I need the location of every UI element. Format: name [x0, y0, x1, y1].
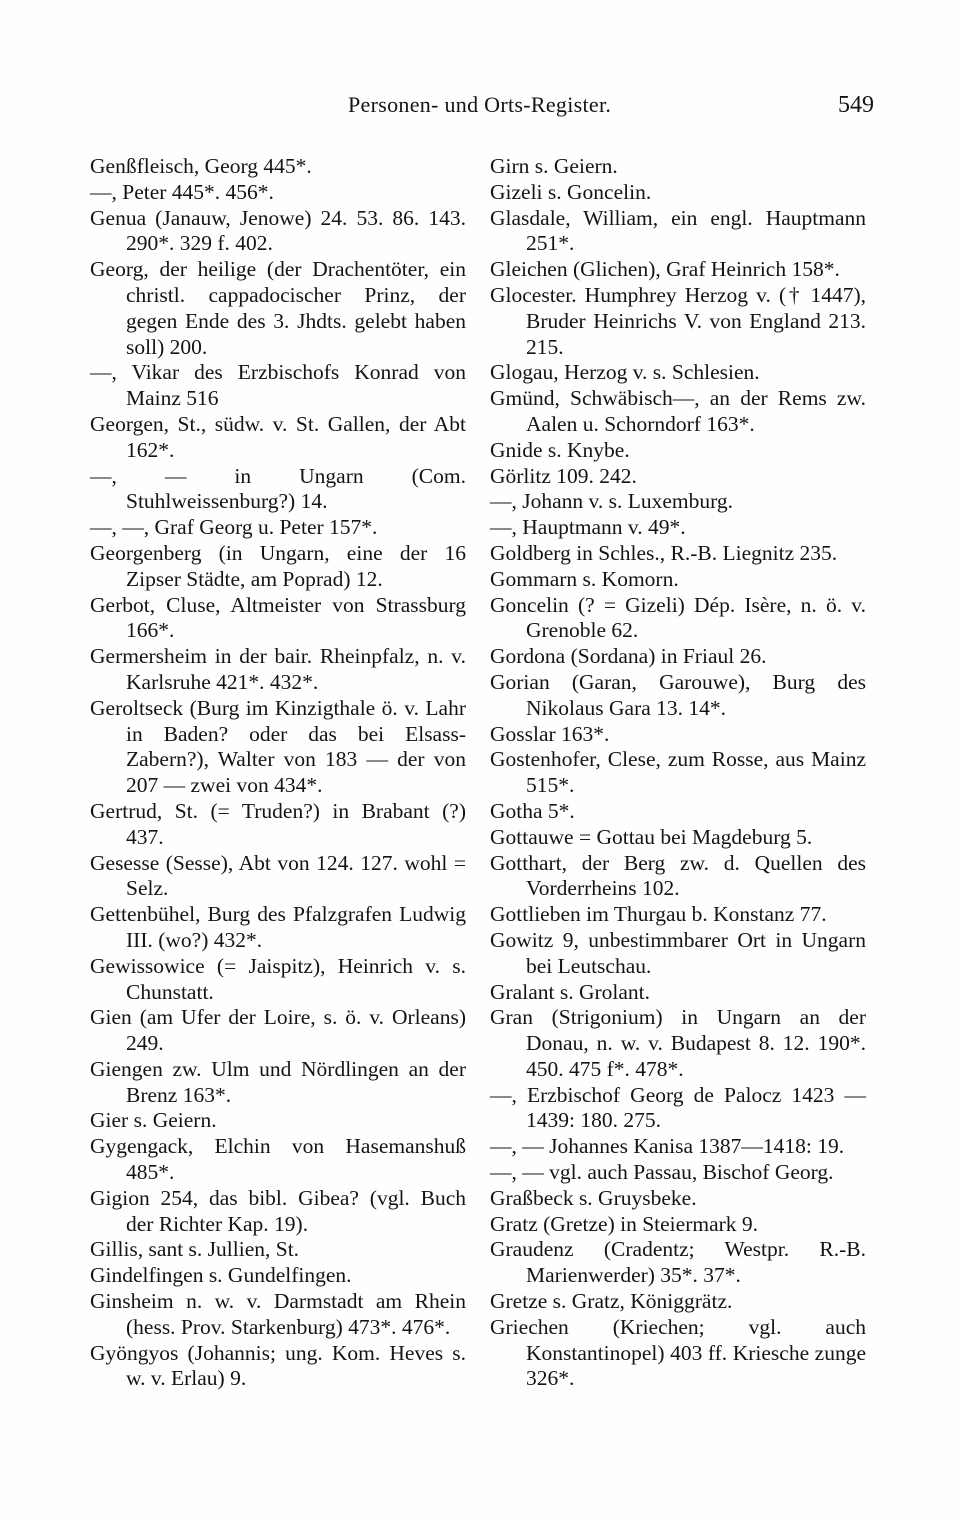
index-entry: —, Erzbischof Georg de Palocz 1423 —1439: 180. 275. — [490, 1082, 866, 1133]
index-entry: Gier s. Geiern. — [90, 1108, 217, 1133]
index-entry: Gottauwe = Gottau bei Magdeburg 5. — [490, 824, 813, 849]
index-entry: Gygengack, Elchin von Hasemanshuß 485*. — [90, 1134, 466, 1185]
index-entry: Gowitz 9, unbestimmbarer Ort in Ungarn bei Leutschau. — [490, 927, 866, 978]
index-entry: Gewissowice (= Jaispitz), Heinrich v. s. Chunstatt. — [90, 953, 466, 1004]
index-entry: Glocester. Humphrey Herzog v. († 1447), Bruder Heinrichs V. von England 213. 215. — [490, 282, 866, 359]
index-entry: Gralant s. Grolant. — [490, 979, 651, 1004]
index-entry: Giengen zw. Ulm und Nördlingen an der Brenz 163*. — [90, 1056, 466, 1107]
index-entry: Genua (Janauw, Jenowe) 24. 53. 86. 143. 290*. 329 f. 402. — [90, 205, 466, 256]
index-entry: Gottlieben im Thurgau b. Konstanz 77. — [490, 902, 827, 927]
index-entry: Gretze s. Gratz, Königgrätz. — [490, 1289, 733, 1314]
index-entry: Gizeli s. Goncelin. — [490, 179, 652, 204]
index-entry: Gerbot, Cluse, Altmeister von Strassburg 166*. — [90, 592, 466, 643]
index-entry: Gmünd, Schwäbisch—, an der Rems zw. Aalen u. Schorndorf 163*. — [490, 386, 866, 436]
index-entry: Ginsheim n. w. v. Darmstadt am Rhein (hess. Prov. Starkenburg) 473*. 476*. — [90, 1289, 466, 1339]
index-entry: Gigion 254, das bibl. Gibea? (vgl. Buch der Richter Kap. 19). — [90, 1185, 466, 1236]
page-number: 549 — [838, 92, 874, 118]
index-entry: Gostenhofer, Clese, zum Rosse, aus Mainz 515*. — [490, 747, 866, 798]
index-entry: —, —, Graf Georg u. Peter 157*. — [90, 515, 378, 540]
index-entry: Gommarn s. Komorn. — [490, 566, 679, 591]
index-entry: —, Vikar des Erzbischofs Konrad von Mainz 516 — [90, 360, 466, 411]
index-column-right — [490, 154, 866, 1392]
index-entry: Gleichen (Glichen), Graf Heinrich 158*. — [490, 257, 840, 282]
index-entry: Gesesse (Sesse), Abt von 124. 127. wohl = Selz. — [90, 850, 466, 901]
index-entry: Gnide s. Knybe. — [490, 437, 630, 462]
index-entry: —, — in Ungarn (Com. Stuhlweissenburg?) 14. — [90, 463, 466, 514]
index-entry: Gillis, sant s. Jullien, St. — [90, 1237, 300, 1262]
index-entry: —, — Johannes Kanisa 1387—1418: 19. — [490, 1134, 845, 1159]
index-entry: Georgenberg (in Ungarn, eine der 16 Zipser Städte, am Poprad) 12. — [90, 540, 466, 591]
index-entry: Gertrud, St. (= Truden?) in Brabant (?) 437. — [90, 798, 466, 849]
index-entry: —, — vgl. auch Passau, Bischof Georg. — [490, 1160, 834, 1185]
index-entry: Griechen (Kriechen; vgl. auch Konstantinopel) 403 ff. Kriesche zunge 326*. — [490, 1314, 866, 1391]
index-entry: Graßbeck s. Gruysbeke. — [490, 1185, 697, 1210]
index-entry: Gien (am Ufer der Loire, s. ö. v. Orleans) 249. — [90, 1005, 466, 1056]
index-entry: Gordona (Sordana) in Friaul 26. — [490, 644, 767, 669]
index-entry: Gorian (Garan, Garouwe), Burg des Nikolaus Gara 13. 14*. — [490, 669, 866, 720]
index-column-left — [90, 154, 466, 1392]
index-entry: Görlitz 109. 242. — [490, 463, 637, 488]
index-entry: Genßfleisch, Georg 445*. — [90, 154, 312, 178]
index-entry: Gratz (Gretze) in Steiermark 9. — [490, 1211, 759, 1236]
index-entry: Gran (Strigonium) in Ungarn an der Donau, n. w. v. Budapest 8. 12. 190*. 450. 475 f*. 478*. — [490, 1005, 866, 1081]
index-entry: Glogau, Herzog v. s. Schlesien. — [490, 360, 760, 385]
index-entry: Glasdale, William, ein engl. Hauptmann 251*. — [490, 205, 866, 256]
index-entry: Gindelfingen s. Gundelfingen. — [90, 1263, 352, 1288]
index-entry: Girn s. Geiern. — [490, 154, 618, 178]
index-entry: Goldberg in Schles., R.-B. Liegnitz 235. — [490, 540, 838, 565]
running-title: Personen- und Orts-Register. — [348, 92, 612, 117]
index-entry: Gotha 5*. — [490, 798, 575, 823]
index-entry: Gosslar 163*. — [490, 721, 610, 746]
index-entry: Georg, der heilige (der Drachentöter, ein christl. cappadocischer Prinz, der gegen Ende des 3. Jhdts. gelebt haben soll) 200. — [90, 257, 466, 359]
index-entry: Georgen, St., südw. v. St. Gallen, der Abt 162*. — [90, 411, 466, 462]
index-entry: —, Hauptmann v. 49*. — [490, 515, 686, 540]
index-entry: —, Peter 445*. 456*. — [90, 179, 274, 204]
index-entry: Geroltseck (Burg im Kinzigthale ö. v. Lahr in Baden? oder das bei Elsass-Zabern?), Walter von 183 — der von 207 — zwei von 434*. — [90, 695, 466, 798]
index-entry: Gyöngyos (Johannis; ung. Kom. Heves s. w. v. Erlau) 9. — [90, 1340, 466, 1391]
index-entry: —, Johann v. s. Luxemburg. — [490, 489, 734, 514]
index-entry: Gotthart, der Berg zw. d. Quellen des Vorderrheins 102. — [490, 850, 866, 901]
index-entry: Gettenbühel, Burg des Pfalzgrafen Ludwig III. (wo?) 432*. — [90, 902, 466, 952]
index-entry: Goncelin (? = Gizeli) Dép. Isère, n. ö. v. Grenoble 62. — [490, 592, 866, 643]
index-entry: Graudenz (Cradentz; Westpr. R.-B. Marienwerder) 35*. 37*. — [490, 1237, 866, 1288]
index-entry: Germersheim in der bair. Rheinpfalz, n. v. Karlsruhe 421*. 432*. — [90, 644, 466, 694]
